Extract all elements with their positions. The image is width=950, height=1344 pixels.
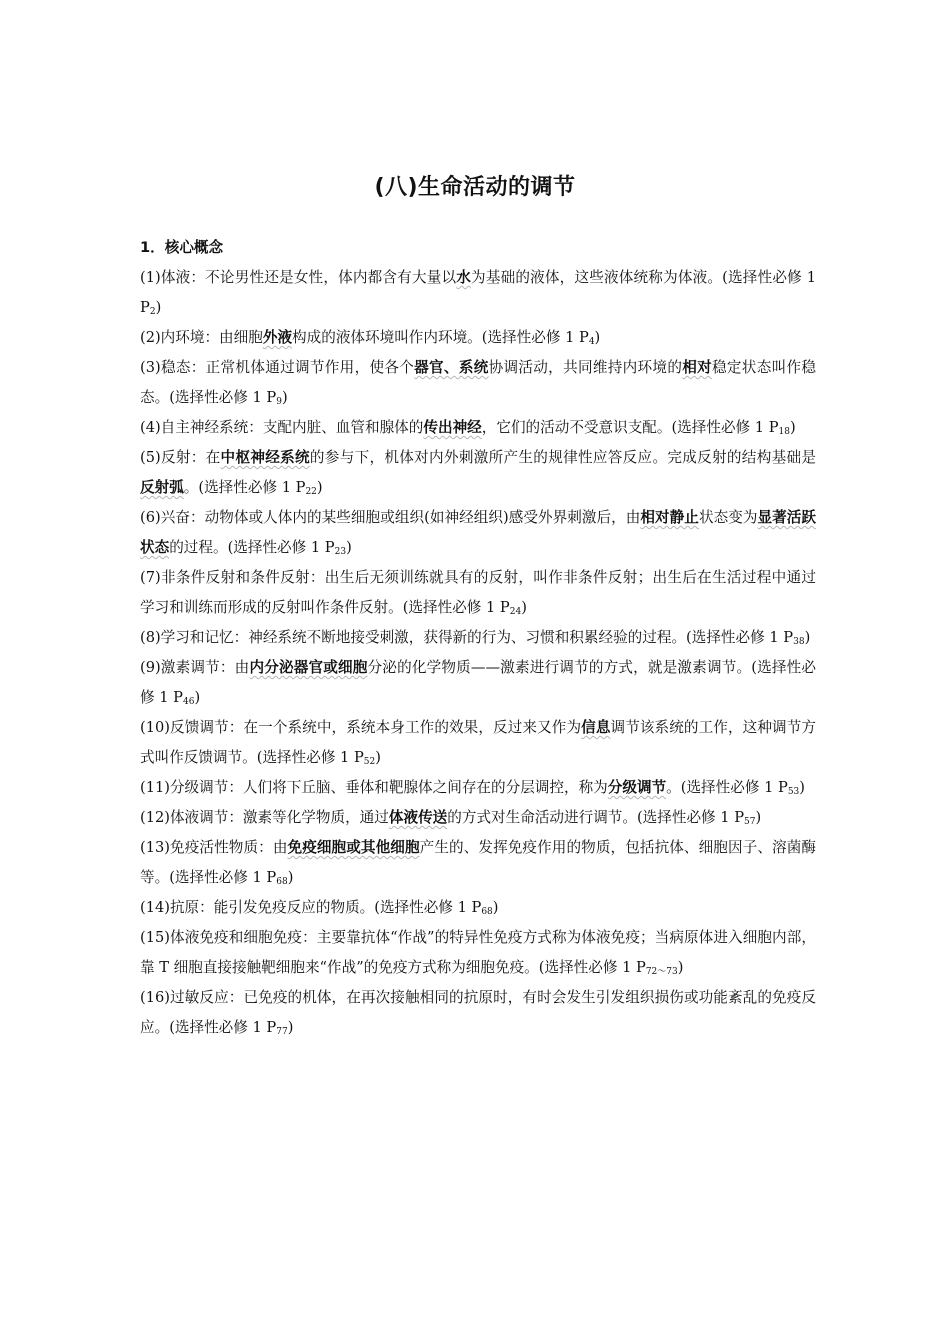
concept-item-3 (140, 353, 816, 413)
page-ref-subscript: 57 (744, 817, 756, 827)
item-text: ) (287, 1019, 294, 1036)
item-text: (5)反射：在 (140, 449, 221, 466)
item-text: 的参与下，机体对内外刺激所产生的规律性应答反应。完成反射的结构基础是 (309, 449, 816, 466)
section-heading: 1．核心概念 (140, 239, 224, 256)
item-text: (2)内环境：由细胞 (140, 329, 263, 346)
page-ref-subscript: 18 (778, 427, 790, 437)
concept-item-14 (140, 893, 816, 923)
item-text: ) (789, 419, 796, 436)
page-ref-subscript: 72～73 (645, 967, 678, 977)
page-ref-subscript: 23 (334, 547, 347, 557)
item-text: (6)兴奋：动物体或人体内的某些细胞或组织(如神经组织)感受外界刺激后，由 (140, 509, 641, 526)
item-text: 协调活动，共同维持内环境的 (488, 359, 683, 376)
page-ref-subscript: 24 (509, 607, 522, 617)
page-ref-subscript: 2 (149, 307, 156, 317)
item-text: (8)学习和记忆：神经系统不断地接受刺激，获得新的行为、习惯和积累经验的过程。(选择性必修 1 P (140, 629, 794, 646)
item-text: (15)体液免疫和细胞免疫：主要靠抗体“作战”的特异性免疫方式称为体液免疫；当病原体进入细胞内部，靠 T 细胞直接接触靶细胞来“作战”的免疫方式称为细胞免疫。(选择性必修 1 P (140, 929, 816, 976)
keyword: 内分泌器官或细胞 (249, 659, 368, 676)
concept-item-12 (140, 803, 816, 833)
keyword: 水 (456, 269, 472, 286)
item-text: ) (316, 479, 323, 496)
item-text: 。(选择性必修 1 P (183, 479, 306, 496)
item-text: ) (194, 689, 201, 706)
page-ref-subscript: 53 (787, 787, 800, 797)
concept-item-1 (140, 263, 816, 323)
item-text: 状态变为 (698, 509, 758, 526)
item-text: ) (287, 869, 294, 886)
page-ref-subscript: 77 (276, 1027, 288, 1037)
item-text: 。(选择性必修 1 P (666, 779, 788, 796)
page-ref-subscript: 68 (276, 877, 288, 887)
item-text: (1)体液：不论男性还是女性，体内都含有大量以 (140, 269, 457, 286)
page-title: (八)生命活动的调节 (374, 174, 576, 200)
concept-item-10 (140, 713, 816, 773)
item-text: ) (346, 539, 352, 556)
item-text: 调节该系统的工作，这种调节方式叫作反馈调节。(选择性必修 1 P (140, 719, 816, 766)
keyword: 器官、系统 (414, 359, 489, 376)
page-ref-subscript: 52 (363, 757, 376, 767)
item-text: (7)非条件反射和条件反射：出生后无须训练就具有的反射，叫作非条件反射；出生后在生活过程中通过学习和训练而形成的反射叫作条件反射。(选择性必修 1 P (140, 569, 816, 616)
keyword: 分级调节 (607, 779, 667, 796)
item-text: (4)自主神经系统：支配内脏、血管和腺体的 (140, 419, 424, 436)
keyword: 免疫细胞或其他细胞 (287, 839, 420, 856)
item-text: ) (492, 899, 499, 916)
keyword: 显著活跃状态 (140, 509, 816, 556)
document-body (140, 233, 816, 1043)
page-ref-subscript: 9 (276, 397, 282, 407)
concept-item-11 (140, 773, 816, 803)
item-text: 产生的、发挥免疫作用的物质，包括抗体、细胞因子、溶菌酶等。(选择性必修 1 P (140, 839, 816, 886)
item-text: (14)抗原：能引发免疫反应的物质。(选择性必修 1 P (140, 899, 482, 916)
item-text: ) (594, 329, 601, 346)
concept-item-15 (140, 923, 816, 983)
concept-item-7 (140, 563, 816, 623)
item-text: (3)稳态：正常机体通过调节作用，使各个 (140, 359, 415, 376)
item-text: 的过程。(选择性必修 1 P (169, 539, 335, 556)
keyword: 体液传送 (388, 809, 448, 826)
item-text: ，它们的活动不受意识支配。(选择性必修 1 P (481, 419, 779, 436)
item-text: (9)激素调节：由 (140, 659, 250, 676)
keyword: 信息 (581, 719, 611, 736)
page-ref-subscript: 38 (793, 637, 805, 647)
concept-item-16 (140, 983, 816, 1043)
keyword: 中枢神经系统 (220, 449, 310, 466)
item-text: 构成的液体环境叫作内环境。(选择性必修 1 P (292, 329, 589, 346)
item-text: 为基础的液体，这些液体统称为体液。(选择性必修 1 P (140, 269, 816, 316)
concept-item-9 (140, 653, 816, 713)
page-ref-subscript: 4 (588, 337, 595, 347)
keyword: 反射弧 (140, 479, 184, 496)
concept-item-5 (140, 443, 816, 503)
item-text: 稳定状态叫作稳态。(选择性必修 1 P (140, 359, 816, 406)
item-text: ) (799, 779, 805, 796)
item-text: ) (804, 629, 811, 646)
item-text: ) (755, 809, 762, 826)
item-text: (11)分级调节：人们将下丘脑、垂体和靶腺体之间存在的分层调控，称为 (140, 779, 608, 796)
keyword: 传出神经 (423, 419, 482, 436)
concept-item-6 (140, 503, 816, 563)
keyword: 相对 (682, 359, 713, 376)
page-ref-subscript: 68 (481, 907, 493, 917)
item-text: ) (155, 299, 162, 316)
item-text: (10)反馈调节：在一个系统中，系统本身工作的效果，反过来又作为 (140, 719, 582, 736)
item-text: (13)免疫活性物质：由 (140, 839, 288, 856)
item-text: ) (281, 389, 288, 406)
concept-item-8 (140, 623, 816, 653)
concept-item-13 (140, 833, 816, 893)
page-ref-subscript: 46 (182, 697, 195, 707)
keyword: 相对静止 (640, 509, 699, 526)
item-text: 的方式对生命活动进行调节。(选择性必修 1 P (447, 809, 745, 826)
item-text: 分泌的化学物质——激素进行调节的方式，就是激素调节。(选择性必修 1 P (140, 659, 816, 706)
page-ref-subscript: 22 (305, 487, 317, 497)
item-text: (16)过敏反应：已免疫的机体，在再次接触相同的抗原时，有时会发生引发组织损伤或功能紊乱的免疫反应。(选择性必修 1 P (140, 989, 816, 1036)
concept-item-2 (140, 323, 816, 353)
item-text: (12)体液调节：激素等化学物质，通过 (140, 809, 389, 826)
item-text: ) (521, 599, 527, 616)
item-text: ) (677, 959, 684, 976)
keyword: 外液 (262, 329, 293, 346)
concept-item-4 (140, 413, 816, 443)
item-text: ) (375, 749, 381, 766)
